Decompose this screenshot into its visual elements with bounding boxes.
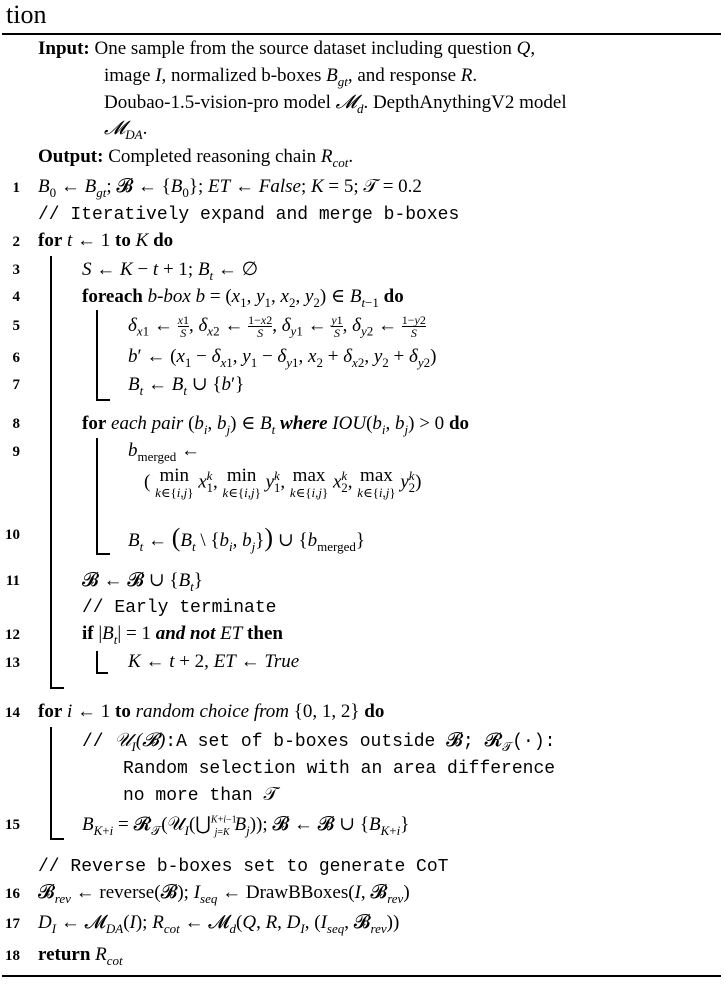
comment-line: Random selection with an area difference xyxy=(123,759,556,779)
top-rule xyxy=(2,33,721,35)
section-title-fragment: tion xyxy=(6,0,47,29)
bottom-rule xyxy=(2,975,721,977)
input-line-3: Doubao-1.5-vision-pro model 𝓜$_d$. DepthAnythingV2 model xyxy=(104,92,567,116)
algo-line-8: 8 for each pair ($b_i$, $b_j$) ∈ $B_t$ where $IOU(b_i$, $b_j) > 0$ do xyxy=(12,413,470,437)
input-line-2: image I, normalized b-boxes $B_{gt}$, and response R. xyxy=(104,65,478,89)
algo-line-2: 2 for t ← 1 to K do xyxy=(12,230,174,251)
algo-line-7: 7 $B_t$ ← $B_t$ ∪ {b′} xyxy=(12,374,245,398)
comment-line: // Early terminate xyxy=(82,598,277,618)
comment-line: // Iteratively expand and merge b-boxes xyxy=(38,205,460,225)
comment-line: // Reverse b-boxes set to generate CoT xyxy=(38,857,449,877)
input-block xyxy=(38,38,535,60)
input-line-1: One sample from the source dataset including question Q, xyxy=(94,38,536,59)
algo-line-13: 13 K ← t + 2, ET ← True xyxy=(5,651,300,672)
input-line-4: 𝓜$_{DA}$. xyxy=(104,118,148,142)
algo-line-1: 1 $B_0$ ← $B_{gt}$; 𝓑 ← $\{B_0\}$; ET ← False; K = 5; 𝒯 = 0.2 xyxy=(0,174,725,202)
algo-line-18: 18 return $R_{cot}$ xyxy=(5,944,123,968)
output-text: Completed reasoning chain $R_{cot}$. xyxy=(108,146,354,170)
line-number: 1 xyxy=(12,180,20,196)
algo-line-10: 10 $B_t$ ← ($B_t$ \ {$b_i$, $b_j$}) ∪ $\{b_{merged}\}$ xyxy=(5,523,366,554)
algo-line-4: 4 foreach b-box $b = (x_1$, $y_1$, $x_2$, $y_2$) ∈ $B_{t-1}$ do xyxy=(12,286,404,310)
output-label: Output: xyxy=(38,146,104,167)
algo-line-5: 5 $\delta_{x1}$ ← $\frac{x1}{S}$ , $\delta_{x2}$ ← $\frac{1-x2}{S}$ , $\delta_{y1}$ ← $\frac{y1}{S}$ , $\delta_{y2}$ ← $\frac{1-y2}{S}$ xyxy=(12,313,426,340)
algo-line-12: 12 if $|B_t| = 1$ and not ET then xyxy=(5,623,283,647)
algo-line-14: 14 for i ← 1 to random choice from {0, 1, 2} do xyxy=(5,701,385,722)
algo-line-16: 16 𝓑$_{rev}$ ← reverse(𝓑); $I_{seq}$ ← DrawBBoxes(I, 𝓑$_{rev}$) xyxy=(5,882,410,906)
merged-expression: ( min k∈{i,j} $x^k_1$, min k∈{i,j} $y^k_1$, max k∈{i,j} $x^k_2$, max k∈{i,j} $y^k_2$) xyxy=(144,465,422,500)
algo-line-6: 6 b′ ← ($x_1 - \delta_{x1}$, $y_1 - \delta_{y1}$, $x_2 + \delta_{x2}$, $y_2 + \delta_{y2}$) xyxy=(12,346,437,370)
algo-line-17: 17 $D_I$ ← 𝓜$_{DA}$(I); $R_{cot}$ ← 𝓜$_d$(Q, R, $D_I$, ($I_{seq}$, 𝓑$_{rev}$)) xyxy=(5,912,400,936)
algo-line-11: 11 𝓑 ← 𝓑 ∪ $\{B_t\}$ xyxy=(5,570,203,594)
comment-line: no more than 𝒯 xyxy=(123,784,278,806)
algo-line-15: 15 $B_{K+i}$ = 𝓡$_𝒯$(𝒰$_I$(⋃$^{K+i-1}_{j=K}$ $B_j$)); 𝓑 ← 𝓑 ∪ $\{B_{K+i}\}$ xyxy=(5,814,410,838)
output-block xyxy=(38,146,353,171)
comment-line: // 𝒰$_I$(𝓑):A set of b-boxes outside 𝓑; 𝓡$_𝒯$(·): xyxy=(82,730,556,754)
input-label: Input: xyxy=(38,38,90,59)
algo-line-9: 9 $b_{merged}$ ← xyxy=(12,440,200,464)
algo-line-3: 3 S ← K − t + 1; $B_t$ ← ∅ xyxy=(12,259,259,283)
